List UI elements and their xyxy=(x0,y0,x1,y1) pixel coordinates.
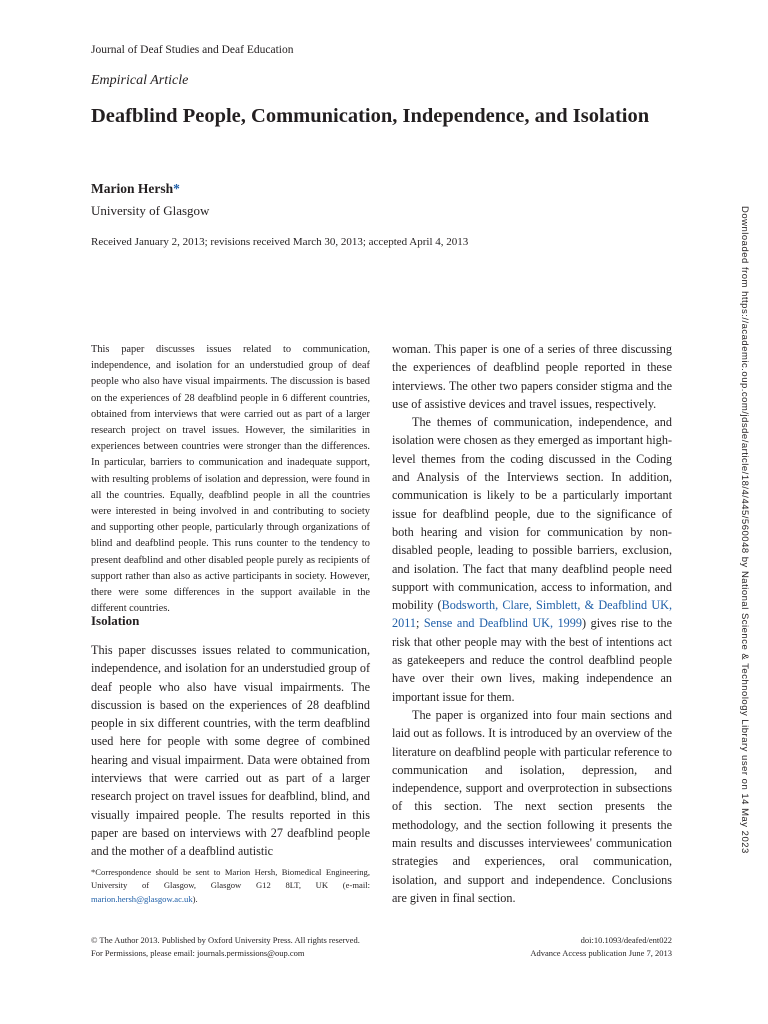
email-link[interactable]: marion.hersh@glasgow.ac.uk xyxy=(91,893,193,904)
right-paragraph-2 xyxy=(392,413,672,706)
permissions-line: For Permissions, please email: journals.permissions@oup.com xyxy=(91,948,305,958)
citation-link-bodsworth[interactable]: Bodsworth, Clare, Simblett, & Deafblind UK, 2011 xyxy=(392,598,672,631)
author-line xyxy=(91,181,180,197)
footnote-close: ). xyxy=(192,893,198,904)
correspondence-link[interactable]: * xyxy=(173,181,180,196)
affiliation: University of Glasgow xyxy=(91,203,210,218)
abstract-text: This paper discusses issues related to communication, independence, and isolation for an understudied group of deaf people who also have visual impairments. The discussion is based on the experiences of 28 deafblind people in 6 different countries, obtained from interviews that were carried out as part of a larger research project on travel issues. However, the similarities in experiences between countries were stronger than the differences. In particular, barriers to communication and inadequate support, with resulting problems of isolation and depression, were found in all the countries. Equally, deafblind people in all the countries were interested in being involved in and contributing to society and supporting other people, particularly through organizations of blind and deafblind people. This runs counter to the tendency to present deafblind and other disabled people purely as recipients of support rather than also as active participants in society. However, there were some differences in the support available in the different countries. xyxy=(91,344,370,615)
author-name: Marion Hersh xyxy=(91,181,174,196)
right-paragraph-3: The paper is organized into four main sections and laid out as follows. It is introduced by an overview of the literature on deafblind people with particular reference to communication and isolation, depression, and independence, support and overprotection in subsections of this section. The next section presents the methodology, and the section following it presents the main results and discusses interviewees' communication strategies and experiences, oral communication, isolation, and support and independence. Conclusions are given in final section. xyxy=(392,707,672,905)
download-watermark: Downloaded from https://academic.oup.com/jdsde/article/18/4/445/560048 by National Science & Technology Library user on 14 May 2023 xyxy=(739,206,750,854)
section-heading: Isolation xyxy=(91,613,140,628)
copyright-line: © The Author 2013. Published by Oxford University Press. All rights reserved. xyxy=(91,935,360,945)
right-paragraph-1: woman. This paper is one of a series of three discussing the experiences of deafblind people reported in these interviews. The other two papers consider stigma and the use of assistive devices and travel issues, respectively. xyxy=(392,342,672,411)
abstract xyxy=(91,342,370,617)
advance-access: Advance Access publication June 7, 2013 xyxy=(530,948,672,958)
citation-separator: ; xyxy=(415,616,424,631)
footnote-text: *Correspondence should be sent to Marion Hersh, Biomedical Engineering, University of Glasgow, Glasgow G12 8LT, UK (e-mail: xyxy=(91,867,370,891)
intro-paragraph: This paper discusses issues related to communication, independence, and isolation for an understudied group of deaf people who also have visual impairments. The discussion is based on the experiences of 28 deafblind people in six different countries, with the term deafblind used here for people with some degree of combined hearing and visual impairment. Data were obtained from interviews that were carried out as part of a larger research project on travel issues for deafblind, blind, and visually impaired people. The results reported in this paper are based on interviews with 27 deafblind people and the mother of a deafblind autistic xyxy=(91,643,370,859)
received-dates: Received January 2, 2013; revisions received March 30, 2013; accepted April 4, 2013 xyxy=(91,236,469,248)
article-type: Empirical Article xyxy=(91,73,189,88)
right-paragraph-2-b: ) gives rise to the risk that other people may with the best of intentions act as gatekeepers and reduce the control deafblind people have over their own lives, making independence an important issue for them. xyxy=(392,616,672,704)
body-right-column xyxy=(392,340,672,907)
journal-name: Journal of Deaf Studies and Deaf Education xyxy=(91,44,294,56)
correspondence-footnote xyxy=(91,866,370,906)
doi: doi:10.1093/deafed/ent022 xyxy=(580,935,672,945)
article-title: Deafblind People, Communication, Independence, and Isolation xyxy=(91,105,650,127)
body-left-column xyxy=(91,641,370,861)
publication-info xyxy=(530,934,672,960)
right-paragraph-2-a: The themes of communication, independence, and isolation were chosen as they emerged as important high-level themes from the coding discussed in the Coding and Analysis of the Interviews section. In addition, communication is likely to be a particularly important issue for deafblind people, due to the significance of both hearing and vision for communication by non-disabled people, leading to possible barriers, exclusion, and isolation. The fact that many deafblind people need support with communication, access to information, and mobility ( xyxy=(392,415,673,613)
copyright-notice xyxy=(91,934,360,960)
citation-link-sense[interactable]: Sense and Deafblind UK, 1999 xyxy=(423,616,582,631)
